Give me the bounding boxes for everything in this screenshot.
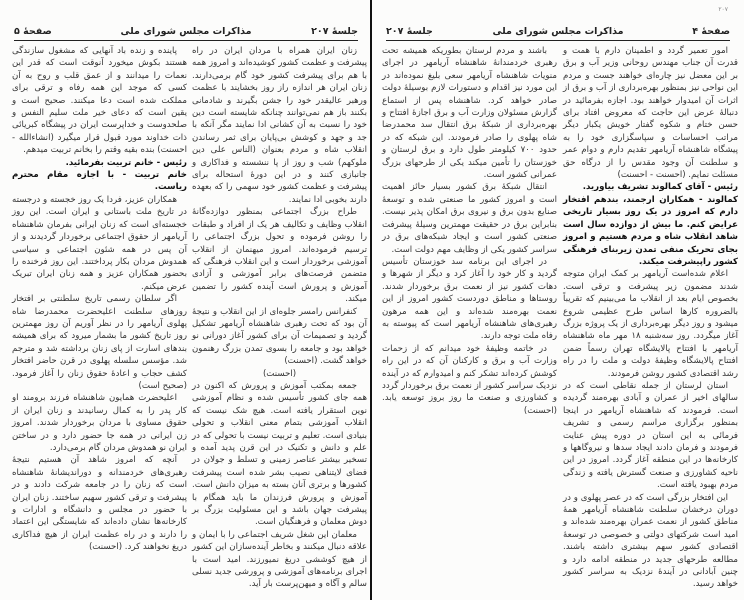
session-number: جلسهٔ ۲۰۷ <box>386 26 433 37</box>
paragraph: همکاران عزیز، فردا یک روز خجسته و درجسته در تاریخ ملت باستانی و ایران است. این روز خجسته‌ای است که زنان ایرانی بفرمان شاهنشاه آریامهر از حقوق اجتماعی برخوردار گردیدند و از آن پس در همه شئون اجتماعی و سیاسی همدوش مردان بکار پرداختند. این روز فرخنده را بحضور همکاران عزیز و همه زنان ایران تبریک عرض میکنم. <box>12 194 187 292</box>
paragraph: این افتخار بزرگی است که در عصر پهلوی و در دوران درخشان سلطنت شاهنشاه آریامهر همهٔ مناطق کشور از نعمت عمران بهره‌مند شده‌اند و امید است شرکتهای دولتی و خصوصی در توسعهٔ اقتصادی کشور سهم بیشتری داشته باشند. مطالعه طرحهای جدید در منطقه ادامه دارد و چنین آبادانی در آیندهٔ نزدیک به سراسر کشور خواهد رسید. <box>563 492 738 590</box>
paragraph: باشند و مردم لرستان بطوریکه همیشه تحت رهبری خردمندانهٔ شاهنشاه آریامهر در اجرای منویات شاهنشاه آریامهر سعی بلیغ نموده‌اند در این مورد نیز اقدام و دستورات لازم بوسیلهٔ دولت صادر خواهد کرد. شاهنشاه پس از استماع گزارش مسئولان وزارت آب و برق اجازهٔ افتتاح و بهره‌برداری از شبکهٔ برق انتقال سد محمدرضا شاه پهلوی را صادر فرمودند. این شبکه که در حدود ۷۰۰ کیلومتر طول دارد و برق لرستان و خوزستان را تأمین میکند یکی از طرحهای بزرگ عمرانی کشور است. <box>382 46 557 181</box>
text-column-left <box>12 45 187 554</box>
page-header <box>386 26 730 41</box>
text-column-right <box>563 45 738 591</box>
paragraph: در اجرای این برنامه سد خوزستان تأسیس گردید و کار خود را آغاز کرد و دیگر از شهرها و دهات کشور نیز از نعمت برق برخوردار شدند. روستاها و مناطق دوردست کشور امروز از این نعمت بهره‌مند شده‌اند و این همه مرهون رهبری‌های شاهنشاه آریامهر است که پیوسته به رفاه ملت توجه دارند. <box>382 256 557 342</box>
publication-title: مذاکرات مجلس شورای ملی <box>120 26 252 37</box>
paragraph: زنان ایران همراه با مردان ایران در راه پیشرفت و عظمت کشور کوشیده‌اند و امروز همه با هم برای پیشرفت کشور خود گام برمی‌دارند. زنان ایران هر اندازه راز روز بخشایند با عظمت ورهبر عالیقدر خود را جشن بگیرند و شادمانی بکنند باز هم نمی‌توانند چنانکه شایسته است دین خود را نسبت به آن کشانی ادا نمایند مگر آنکه با جد و جهد و کوشش بی‌پایان برای ثمر رساندن انقلاب شاه و مردم بعنوان (الناس علی دین ملوکهم) شب و روز از پا ننشسته و فداکاری و جانبازی کنند و در این دورهٔ استحاله برای پیشرفت و عظمت کشور خود سهمی را که بعهده دارند بخوبی ادا نمایند. <box>192 46 367 205</box>
paragraph: امور تعمیر گردد و اطمینان دارم با همت و قدرت آن جناب مهندس روحانی وزیر آب و برق بر این معضل نیز چاره‌ای خواهند جست و مردم این نواحی نیز بمنظور بهره‌برداری از آب و برق از اثرات آن امیدوار خواهند بود. اجازه بفرمائید در دنبالهٔ عرض این حاجت که معروض افتاد برای حسن ختام و شکوه گفتار خویش یکبار دیگر مراتب احساسات و سپاسگزاری خود را به پیشگاه شاهنشاه آریامهر تقدیم دارم و دوام عمر و سلطنت آن وجود مقدس را از درگاه حق مسئلت نمایم. (احسنت - احسنت) <box>563 46 738 181</box>
page-header <box>14 26 358 41</box>
speaker-line: رئیس - خانم تربیت بفرمائید. <box>65 157 187 168</box>
speaker-line: خانم تربیت - با اجازه مقام محترم ریاست. <box>12 170 187 193</box>
text-column-left <box>382 45 557 417</box>
paragraph: اعلام شده‌است آریامهر بر کمک ایران متوجه شدند مضمون زیر پیشرفت و ترقی است. بخصوص ایام بعد از انقلاب ما می‌بینیم که تقریباً بالضروره کارها اساس طرح عظیمی شروع میشود و روز دیگر بهره‌برداری از یک پروژه بزرگ آغاز میگردد. روز سه‌شنبه ۱۸ مهر ماه شاهنشاه آریامهر با افتتاح پالایشگاه تهران رسماً ضمن افتتاح پالایشگاه وظیفهٔ دولت و ملت را در راه رشد اقتصادی کشور روشن فرمودند. <box>563 269 738 379</box>
publication-title: مذاکرات مجلس شورای ملی <box>492 26 624 37</box>
page-number: صفحهٔ ۴ <box>692 26 730 37</box>
paragraph: معلمان این شغل شریف اجتماعی را با ایمان و علاقه دنبال میکنند و بخاطر آینده‌سازان این کشور از هیچ کوششی دریغ نمیورزند. امید است با اجرای برنامه‌های آموزشی و پرورشی جدید نسلی سالم و آگاه و میهن‌پرست بار آید. <box>192 529 367 590</box>
paragraph: آنچه که امروز شاهد آن هستیم نتیجهٔ رهبری‌های خردمندانه و دوراندیشانهٔ شاهنشاه است که زنان را در جامعه شرکت دادند و در پیشرفت و ترقی کشور سهیم ساختند. زنان ایران با حضور در مجلس و دانشگاه و ادارات و کارخانه‌ها نشان داده‌اند که شایستگی این اعتماد را دارند و در راه عظمت ایران از هیچ فداکاری دریغ نخواهند کرد. (احسنت) <box>12 455 187 553</box>
paragraph: در خاتمه وظیفهٔ خود میدانم که از زحمات وزارت آب و برق و کارکنان آن که در این راه کوشش کرده‌اند تشکر کنم و امیدوارم که در آینده نزدیک سراسر کشور از نعمت برق برخوردار گردد و کشاورزی و صنعت ما روز بروز توسعه یابد. (احسنت) <box>382 343 557 416</box>
right-page <box>372 0 744 600</box>
paragraph: جمعه بمکتب آموزش و پرورش که اکنون در همه جای کشور تأسیس شده و نظام آموزشی نوین استقرار یافته است. هیچ شک نیست که انقلاب آموزشی بتمام معنی انقلاب و تحولی بنیادی است. تعلیم و تربیت نیست با تحولی که در علم و دانش و تکنیک در این قرن پدید آمده و تسخیر بیشتر عناصر زمینی و تسلط و جولان در فضای لایتناهی نصیب بشر شده است پیشرفت کشورها و برتری آنان بسته به میزان دانش است. آموزش و پرورش فرزندان ما باید همگام با پیشرفت جهان باشد و این مسئولیت بزرگ بر دوش معلمان و فرهنگیان است. <box>192 380 367 528</box>
paragraph: انتقال شبکهٔ برق کشور بسیار حائز اهمیت است و امروز کشور ما صنعتی شده و توسعهٔ صنایع بدون برق و نیروی برق امکان پذیر نیست. بنابراین برق در حقیقت مهمترین وسیلهٔ پیشرفت صنعتی کشور است و ایجاد شبکه‌های برق در سراسر کشور یکی از وظایف مهم دولت است. <box>382 182 557 255</box>
paragraph: اگر سلطان رسمی تاریخ سلطنتی بر افتخار روزهای سلطنت اعلیحضرت محمدرضا شاه پهلوی آریامهر را در نظر آوریم آن روز مهمترین روز تاریخ کشور ما بشمار میرود که برای همیشه بندهای اسارت از پای زنان برداشته شد و مترجم شد. مؤسس سلسله پهلوی در قرن حاضر افتخار کشف حجاب و اعادهٔ حقوق زنان را آغاز فرمود. (صحیح است) <box>12 294 187 391</box>
speaker-line: کمالوند - همکاران ارجمند، بندهم افتخار دارم که امروز در یک روز بسیار تاریخی عرایض کنم. ما بیش از دوازده سال است شاهد انقلاب شاه و مردم هستیم و امروز بجای تحریک منفی تمدن زیربنای فرهنگی کشور راپیشرفت میکند. <box>563 194 738 267</box>
paragraph: اعلیحضرت همایون شاهنشاه فرزند برومند او کار پدر را به کمال رسانیدند و زنان ایران از حقوق مساوی با مردان برخوردار شدند. امروز زن ایرانی در همه جا حضور دارد و در ساختن ایران نو همدوش مردان گام برمی‌دارد. <box>12 393 187 453</box>
session-number: جلسهٔ ۲۰۷ <box>311 26 358 37</box>
paragraph: طراح بزرگ اجتماعی بمنظور دوازده‌گانهٔ انقلاب وظایف و تکالیف هر یک از افراد و طبقات را روشن فرموده و تحول بزرگ اجتماعی را ترسیم فرموده‌اند. امروز میهنمان از انقلاب آموزشی برخوردار است و این انقلاب فرهنگی که متضمن فرصت‌های برابر آموزشی و آزادی آموزش و پرورش است آینده کشور را تضمین میکند. <box>192 207 367 305</box>
text-column-right <box>192 45 367 591</box>
page-number: صفحهٔ ۵ <box>14 26 52 37</box>
footnote: ۲۰۷ <box>718 6 728 13</box>
paragraph: استان لرستان از جمله نقاطی است که در سالهای اخیر از عمران و آبادی بهره‌مند گردیده است. فرمودند که شاهنشاه آریامهر در اینجا بمنظور برگزاری مراسم رسمی و تشریف فرمائی به این استان در دوره پیش عنایت فرمودند و فرمان دادند ایجاد سدها و نیروگاهها و کارخانه‌ها در این منطقه آغاز گردد. امروز در این ناحیه کشاورزی و صنعت گسترش یافته و زندگی مردم بهبود یافته است. <box>563 380 738 491</box>
speaker-line: رئیس - آقای کمالوند تشریف بیاورید. <box>582 182 738 193</box>
paragraph: کنفرانس رامسر جلوه‌ای از این انقلاب و نتیجهٔ آن بود که تحت رهبری شاهنشاه آریامهر تشکیل گردید و تصمیمات آن برای کشور آغاز دورانی نو خواهد بود و جامعه را بسوی تمدن بزرگ رهنمون خواهد گشت. (احسنت) <box>192 306 367 367</box>
paragraph: (احسنت) <box>262 368 297 379</box>
paragraph: پاینده و زنده باد آنهایی که مشغول سازندگی هستند بکوش میخورد آنوقت است که قدر این نعمات را میدانند و از عمق قلب و روح به آن کسی که موجد این همه رفاه و ترقی برای مملکت شده است دعا میکنند. صحیح است و یقین است که دعای خیر ملت سلیم النفس و صلحدوست و خداپرست ایران در پیشگاه کبریائی ذات خداوند مورد قبول قرار میگیرد (انشاءالله - احسنت) بنده بقیه وقتم را بخانم تربیت میدهم. <box>12 46 187 156</box>
